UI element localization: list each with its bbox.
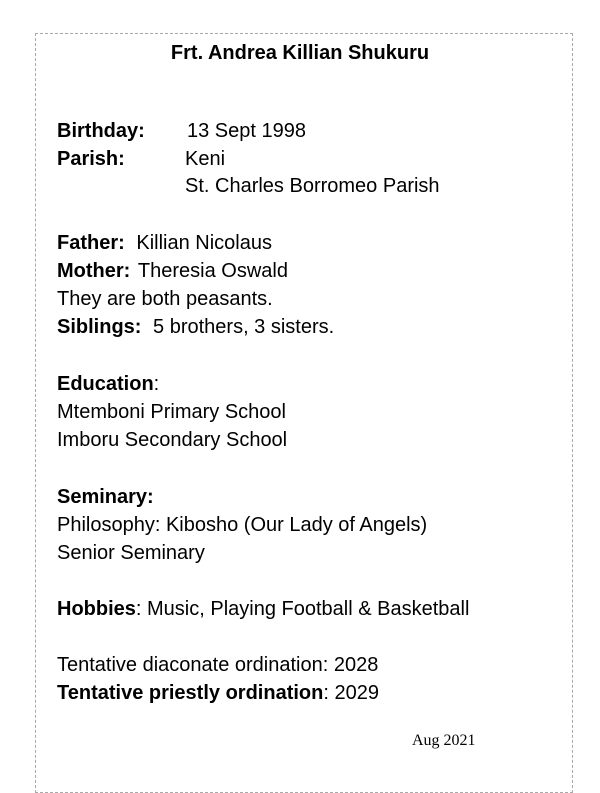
education-item: Imboru Secondary School xyxy=(57,429,288,451)
priestly-value: : 2029 xyxy=(323,682,379,704)
priestly-label: Tentative priestly ordination xyxy=(57,682,324,704)
parish-label: Parish: xyxy=(57,148,125,170)
birthday-value: 13 Sept 1998 xyxy=(187,120,306,142)
education-item: Mtemboni Primary School xyxy=(57,401,286,423)
seminary-item: Philosophy: Kibosho (Our Lady of Angels) xyxy=(57,514,428,536)
birthday-label: Birthday: xyxy=(57,120,145,142)
education-colon: : xyxy=(153,373,160,395)
siblings-value: 5 brothers, 3 sisters. xyxy=(153,316,335,338)
education-heading xyxy=(57,372,159,396)
profile-title: Frt. Andrea Killian Shukuru xyxy=(170,42,430,64)
seminary-label: Seminary: xyxy=(57,486,154,508)
mother-row xyxy=(57,259,288,283)
father-value: Killian Nicolaus xyxy=(136,232,272,254)
parish-value-line2: St. Charles Borromeo Parish xyxy=(185,175,440,197)
education-label: Education xyxy=(57,373,154,395)
father-row xyxy=(57,231,272,255)
siblings-row xyxy=(57,315,334,339)
parents-note: They are both peasants. xyxy=(57,288,273,310)
hobbies-label: Hobbies xyxy=(57,598,136,620)
diaconate-ordination: Tentative diaconate ordination: 2028 xyxy=(57,654,379,676)
father-label: Father: xyxy=(57,232,125,254)
priestly-ordination-row xyxy=(57,681,379,705)
hobbies-row xyxy=(57,597,469,621)
hobbies-value: : Music, Playing Football & Basketball xyxy=(135,598,470,620)
mother-value: Theresia Oswald xyxy=(137,260,288,282)
parish-value-line1: Keni xyxy=(185,148,226,170)
document-date: Aug 2021 xyxy=(412,732,476,749)
seminary-item: Senior Seminary xyxy=(57,542,205,564)
siblings-label: Siblings: xyxy=(57,316,142,338)
mother-label: Mother: xyxy=(57,260,131,282)
